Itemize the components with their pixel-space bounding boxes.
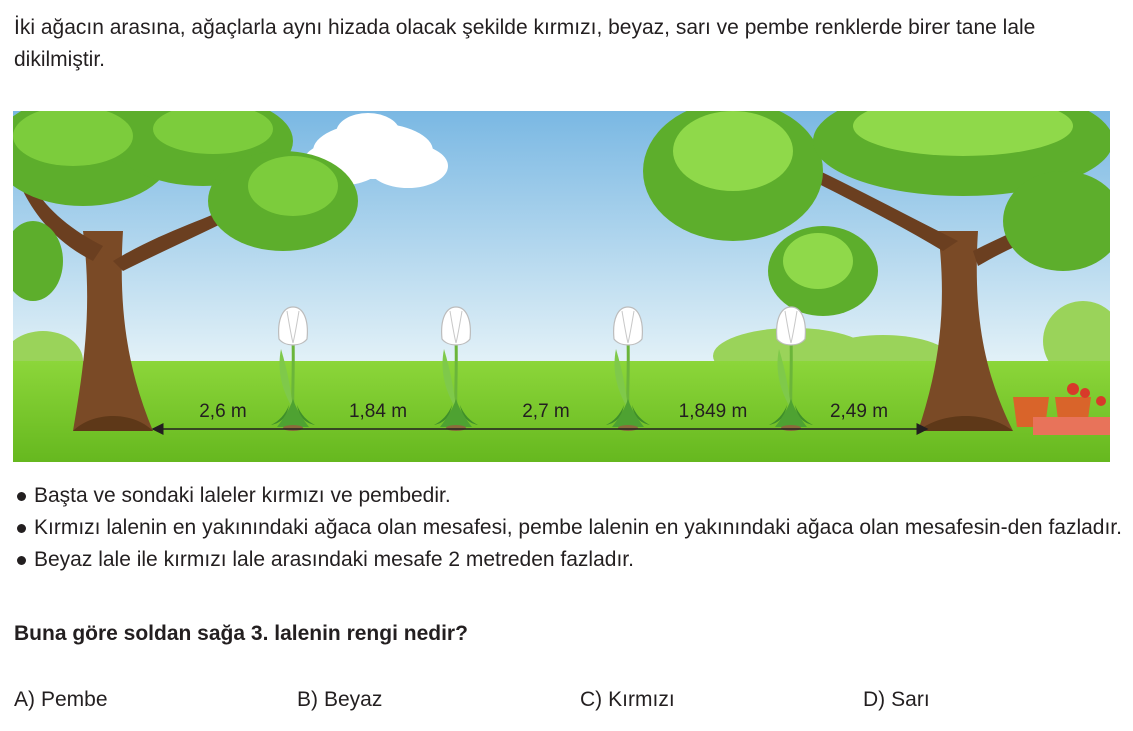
distance-label-2: 1,84 m bbox=[348, 401, 408, 422]
option-text: Sarı bbox=[891, 688, 930, 711]
condition-item: Kırmızı lalenin en yakınındaki ağaca olan mesafesi, pembe lalenin en yakınındaki ağaca olan mesafesin-den fazladır. bbox=[12, 512, 1122, 544]
option-b[interactable] bbox=[297, 688, 382, 712]
option-letter: C) bbox=[580, 688, 603, 711]
option-letter: B) bbox=[297, 688, 318, 711]
distance-label-4: 1,849 m bbox=[678, 401, 748, 422]
option-c[interactable] bbox=[580, 688, 675, 712]
intro-text: İki ağacın arasına, ağaçlarla aynı hizada olacak şekilde kırmızı, beyaz, sarı ve pembe renklerde birer tane lale dikilmiştir. bbox=[14, 16, 1036, 71]
garden-illustration bbox=[13, 111, 1110, 462]
option-a[interactable] bbox=[14, 688, 108, 712]
garden-svg bbox=[13, 111, 1110, 462]
distance-label-5: 2,49 m bbox=[829, 401, 889, 422]
distance-label-1: 2,6 m bbox=[199, 401, 247, 422]
answer-options bbox=[14, 688, 1124, 720]
option-text: Kırmızı bbox=[608, 688, 675, 711]
condition-list bbox=[12, 480, 1122, 576]
option-letter: D) bbox=[863, 688, 886, 711]
option-letter: A) bbox=[14, 688, 35, 711]
option-text: Pembe bbox=[41, 688, 108, 711]
option-d[interactable] bbox=[863, 688, 930, 712]
option-text: Beyaz bbox=[324, 688, 383, 711]
condition-item: Başta ve sondaki laleler kırmızı ve pembedir. bbox=[12, 480, 1122, 512]
condition-item: Beyaz lale ile kırmızı lale arasındaki mesafe 2 metreden fazladır. bbox=[12, 544, 1122, 576]
question-text: Buna göre soldan sağa 3. lalenin rengi nedir? bbox=[14, 622, 468, 645]
distance-label-3: 2,7 m bbox=[522, 401, 570, 422]
